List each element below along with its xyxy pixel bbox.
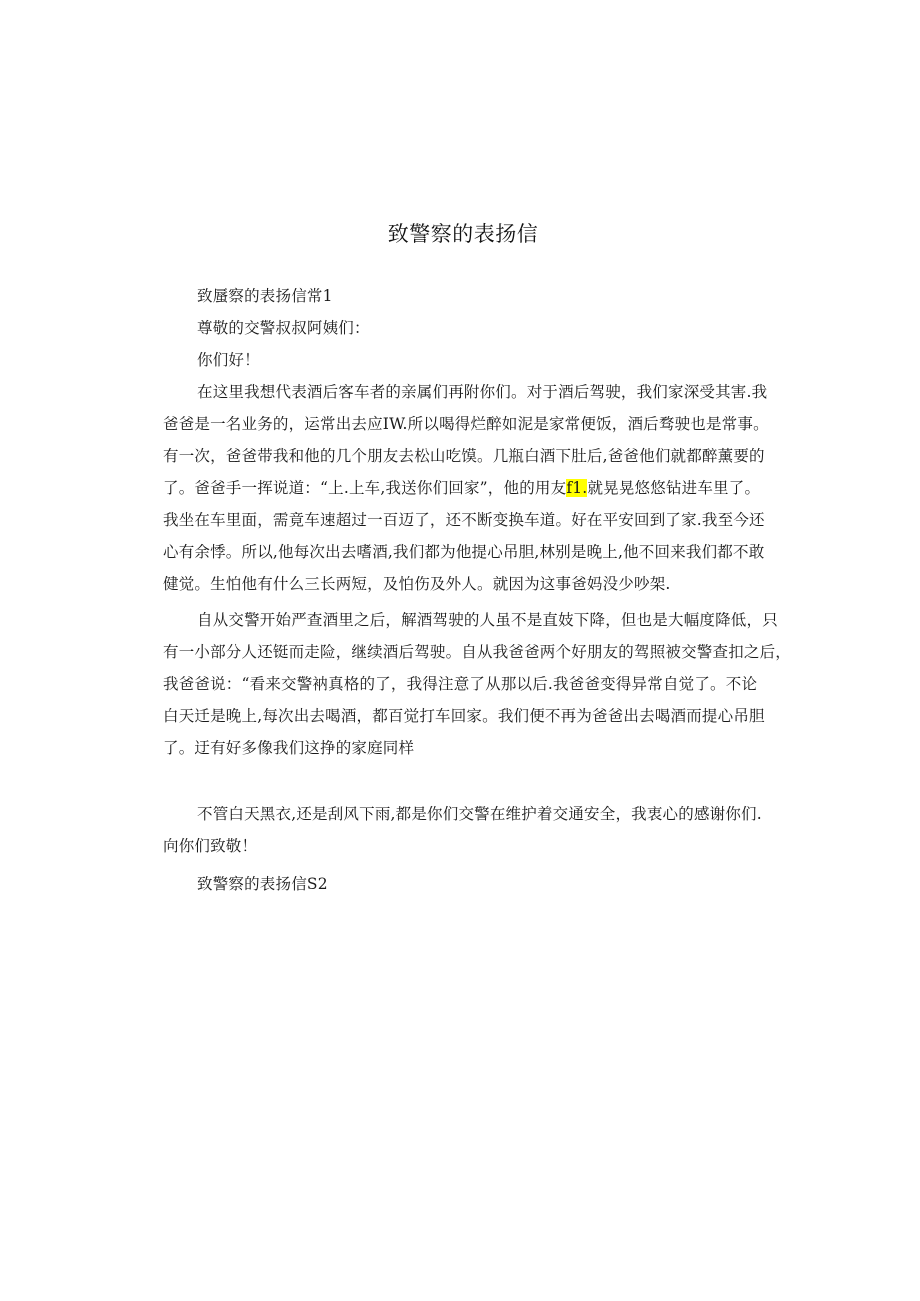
paragraph-2-line-2: 有一小部分人还铤而走险，继续酒后驾驶。自从我爸爸两个好朋友的驾照被交警查扣之后， <box>163 643 792 661</box>
salutation: 尊敬的交警叔叔阿姨们： <box>197 319 370 337</box>
paragraph-1-line-5: 我坐在车里面，需竟车速超过一百迈了，还不断变换车道。好在平安回到了家.我至今还 <box>163 511 765 529</box>
paragraph-3-line-2: 向你们致敬！ <box>163 837 258 855</box>
section-heading-1: 致蜃察的表扬信常1 <box>197 287 333 305</box>
paragraph-2-line-3: 我爸爸说：“看来交警衲真格的了，我得注意了从那以后.我爸爸变得异常自觉了。不论 <box>163 675 758 693</box>
greeting: 你们好！ <box>197 351 260 369</box>
paragraph-1-line-4-start: 了。爸爸手一挥说道：“上.上车,我送你们回家”，他的用友 <box>163 479 567 497</box>
paragraph-1-line-2: 爸爸是一名业务的，运常出去应IW.所以喝得烂醉如泥是家常便饭，酒后骛驶也是常事。 <box>163 415 769 433</box>
paragraph-2-line-1: 自从交警开始严查酒里之后，解酒驾驶的人虽不是直妓下降，但也是大幅度降低，只 <box>197 611 778 629</box>
paragraph-1-line-7: 健觉。生怕他有什么三长两短，及怕伤及外人。就因为这事爸妈没少吵架. <box>163 575 671 593</box>
paragraph-1-line-1: 在这里我想代表酒后客车者的亲属们再附你们。对于酒后驾驶，我们家深受其害.我 <box>197 383 768 401</box>
highlighted-text: f1. <box>566 479 588 497</box>
paragraph-1-line-3: 有一次，爸爸带我和他的几个朋友去松山吃馍。几瓶白酒下肚后,爸爸他们就都醉薰要的 <box>163 447 765 465</box>
paragraph-1-line-4-end: 就晃晃悠悠钻进车里了。 <box>587 479 761 497</box>
paragraph-1-line-4 <box>163 478 773 498</box>
paragraph-1-line-6: 心有余悸。所以,他每次出去嗜酒,我们都为他提心吊胆,林别是晚上,他不回来我们都不敢 <box>163 543 765 561</box>
document-title: 致警察的表扬信 <box>387 222 539 246</box>
paragraph-2-line-5: 了。迂有好多像我们这挣的家庭同样 <box>163 739 415 757</box>
paragraph-3-line-1: 不管白天黑衣,还是刮风下雨,都是你们交警在维护着交通安全，我衷心的感谢你们. <box>197 805 762 823</box>
section-heading-2: 致警察的表扬信S2 <box>197 875 328 893</box>
paragraph-2-line-4: 白天迁是晚上,每次出去喝酒，都百觉打车回家。我们便不再为爸爸出去喝酒而提心吊胆 <box>163 707 765 725</box>
